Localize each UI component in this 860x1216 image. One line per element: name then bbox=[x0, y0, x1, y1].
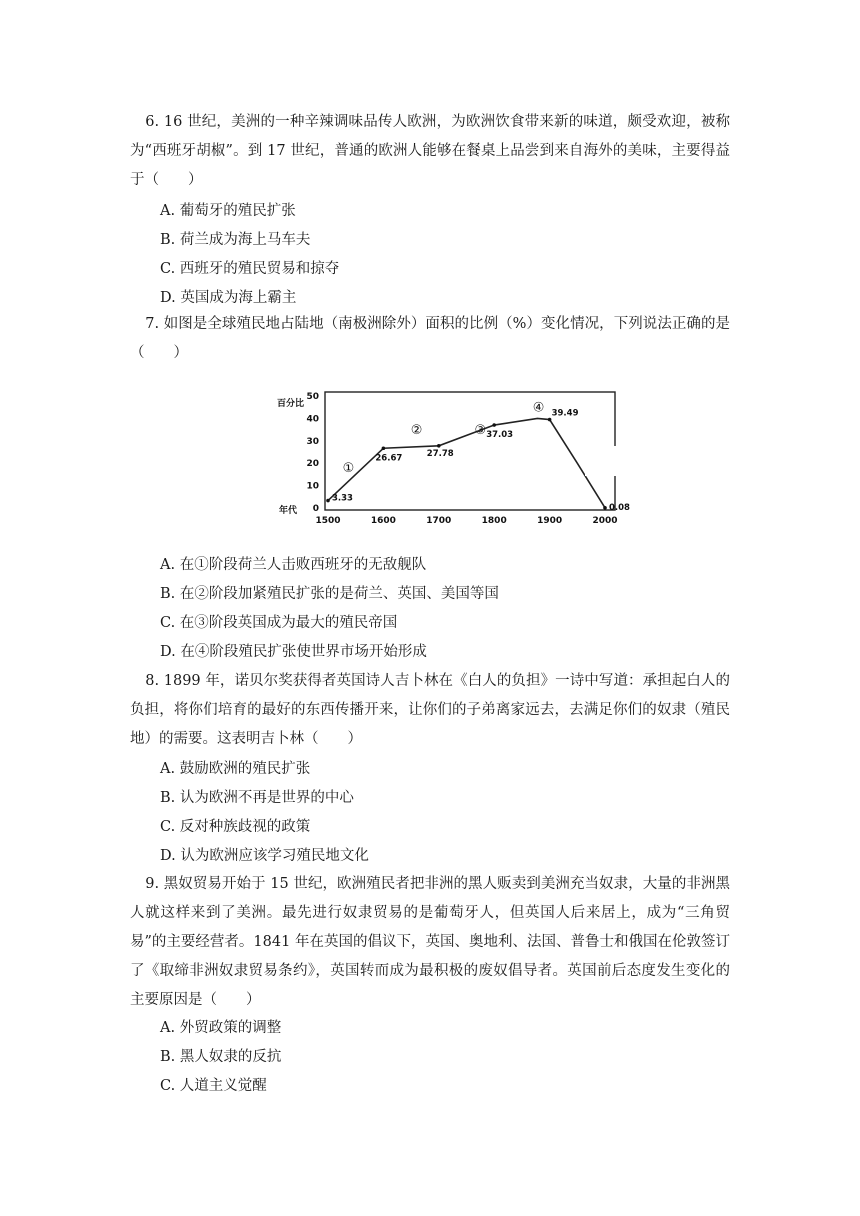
data-point bbox=[437, 444, 441, 448]
y-tick-label: 30 bbox=[306, 436, 319, 447]
x-tick-label: 1800 bbox=[481, 516, 507, 526]
y-tick-label: 0 bbox=[312, 504, 319, 514]
question-6-option-d: D. 英国成为海上霸主 bbox=[160, 290, 297, 306]
question-8-stem: 8. 1899 年，诺贝尔奖获得者英国诗人吉卜林在《白人的负担》一诗中写道：承担起白人的负担，将你们培育的最好的东西传播开来，让你们的子弟离家远去，去满足你们的奴隶（殖民地）的需要。这表明吉卜林（ ） bbox=[130, 673, 730, 747]
question-6-option-a: A. 葡萄牙的殖民扩张 bbox=[160, 203, 296, 219]
gap-mask bbox=[585, 446, 625, 476]
question-7-option-b: B. 在②阶段加紧殖民扩张的是荷兰、英国、美国等国 bbox=[160, 586, 499, 602]
question-6-option-b: B. 荷兰成为海上马车夫 bbox=[160, 232, 311, 248]
question-9-option-c: C. 人道主义觉醒 bbox=[160, 1078, 267, 1094]
question-7-option-c: C. 在③阶段英国成为最大的殖民帝国 bbox=[160, 615, 398, 631]
x-tick-label: 1700 bbox=[426, 516, 452, 526]
question-6-option-c: C. 西班牙的殖民贸易和掠夺 bbox=[160, 261, 340, 277]
stage-marker: ① bbox=[342, 461, 355, 477]
data-label: 39.49 bbox=[551, 408, 579, 419]
x-axis-label: 年代 bbox=[279, 506, 298, 516]
data-label: 26.67 bbox=[375, 453, 403, 464]
data-label: 27.78 bbox=[426, 448, 454, 459]
question-8-option-d: D. 认为欧洲应该学习殖民地文化 bbox=[160, 848, 369, 864]
data-label: 3.33 bbox=[332, 493, 353, 504]
question-7-stem: 7. 如图是全球殖民地占陆地（南极洲除外）面积的比例（%）变化情况，下列说法正确的是（ ） bbox=[130, 316, 730, 361]
y-tick-label: 20 bbox=[306, 459, 319, 470]
question-8-option-a: A. 鼓励欧洲的殖民扩张 bbox=[160, 761, 311, 777]
series-line bbox=[328, 418, 605, 507]
stage-marker: ③ bbox=[474, 423, 487, 439]
question-9-stem: 9. 黑奴贸易开始于 15 世纪，欧洲殖民者把非洲的黑人贩卖到美洲充当奴隶，大量的非洲黑人就这样来到了美洲。最先进行奴隶贸易的是葡萄牙人，但英国人后来居上，成为“三角贸易”的主要经营者。1841 年在英国的倡议下，英国、奥地利、法国、普鲁士和俄国在伦敦签订了《取缔非洲奴隶贸易条约》，英国转而成为最积极的废奴倡导者。英国前后态度发生变化的主要原因是（ ） bbox=[130, 876, 730, 1008]
data-point bbox=[492, 423, 496, 427]
x-tick-label: 1900 bbox=[537, 516, 563, 526]
question-8-option-b: B. 认为欧洲不再是世界的中心 bbox=[160, 790, 354, 806]
data-label: 37.03 bbox=[486, 430, 514, 441]
stage-marker: ④ bbox=[532, 400, 545, 416]
question-7-option-d: D. 在④阶段殖民扩张使世界市场开始形成 bbox=[160, 644, 427, 660]
question-9-option-a: A. 外贸政策的调整 bbox=[160, 1020, 282, 1036]
y-tick-label: 50 bbox=[306, 392, 319, 402]
x-tick-label: 2000 bbox=[592, 516, 618, 526]
y-tick-label: 40 bbox=[306, 414, 319, 425]
data-label: 0.08 bbox=[609, 502, 630, 513]
question-9-option-b: B. 黑人奴隶的反抗 bbox=[160, 1049, 282, 1065]
y-tick-label: 10 bbox=[306, 481, 319, 492]
y-axis-label: 百分比 bbox=[277, 399, 305, 409]
question-8-option-c: C. 反对种族歧视的政策 bbox=[160, 819, 311, 835]
x-tick-label: 1600 bbox=[370, 516, 396, 526]
question-6-stem: 6. 16 世纪，美洲的一种辛辣调味品传人欧洲，为欧洲饮食带来新的味道，颇受欢迎，被称为“西班牙胡椒”。到 17 世纪，普通的欧洲人能够在餐桌上品尝到来自海外的美味，主要得益于（ ） bbox=[130, 114, 730, 188]
x-tick-label: 1500 bbox=[315, 516, 341, 526]
colonial-land-ratio-chart bbox=[275, 384, 630, 526]
stage-marker: ② bbox=[410, 423, 423, 439]
data-point bbox=[603, 506, 607, 510]
data-point bbox=[326, 499, 330, 503]
question-7-option-a: A. 在①阶段荷兰人击败西班牙的无敌舰队 bbox=[160, 557, 427, 573]
data-point bbox=[382, 446, 386, 450]
